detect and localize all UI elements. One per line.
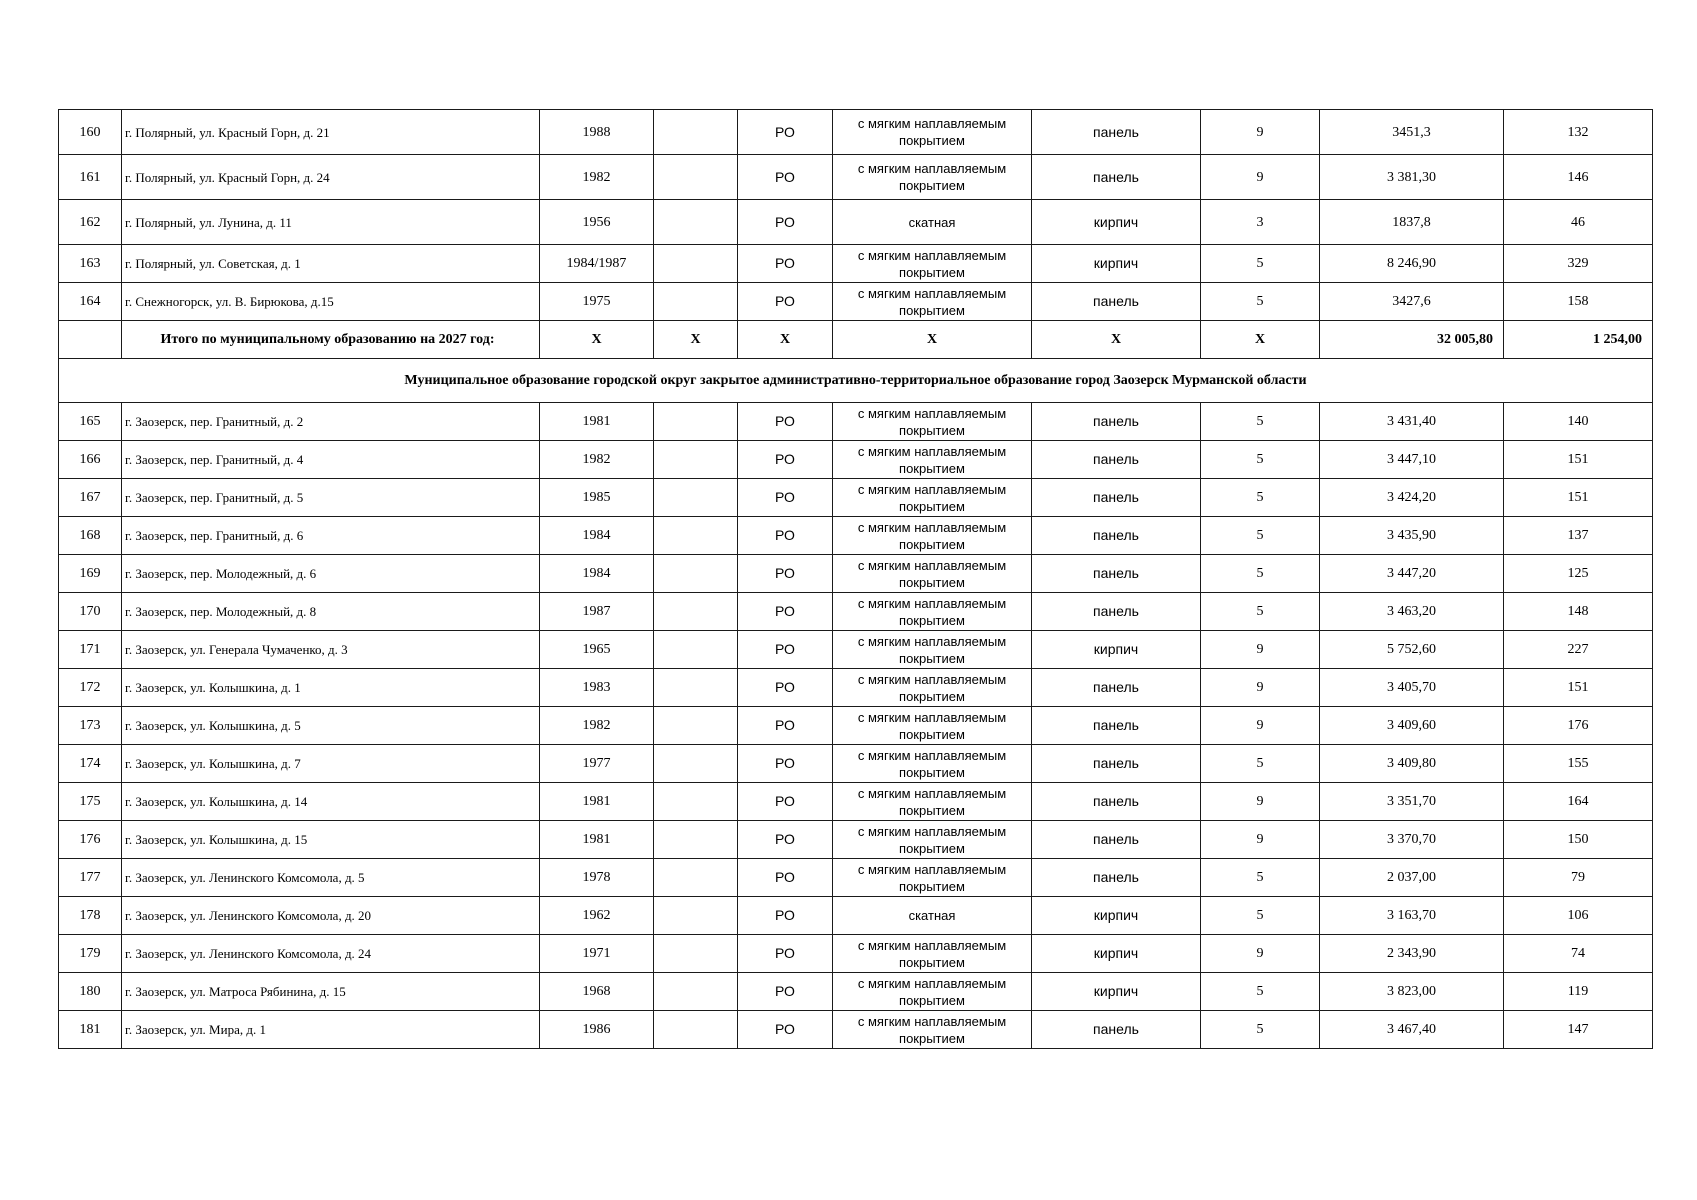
- table-row: [59, 110, 1653, 155]
- residents-cell: 132: [1504, 110, 1653, 155]
- table-row: [59, 555, 1653, 593]
- wall-material-cell: панель: [1032, 859, 1201, 897]
- blank-cell: [654, 897, 738, 935]
- total-year: Х: [540, 321, 654, 359]
- wall-material-cell: панель: [1032, 403, 1201, 441]
- residents-cell: 46: [1504, 200, 1653, 245]
- residents-cell: 125: [1504, 555, 1653, 593]
- wall-material-cell: панель: [1032, 479, 1201, 517]
- table-row: [59, 1011, 1653, 1049]
- address-cell: г. Заозерск, ул. Колышкина, д. 7: [122, 745, 540, 783]
- total-method: Х: [738, 321, 833, 359]
- address-cell: г. Заозерск, пер. Гранитный, д. 2: [122, 403, 540, 441]
- year-cell: 1981: [540, 403, 654, 441]
- row-number: 162: [59, 200, 122, 245]
- floors-cell: 5: [1201, 1011, 1320, 1049]
- method-cell: РО: [738, 593, 833, 631]
- wall-material-cell: панель: [1032, 283, 1201, 321]
- row-number: 172: [59, 669, 122, 707]
- total-area: 32 005,80: [1320, 321, 1504, 359]
- floors-cell: 9: [1201, 631, 1320, 669]
- address-cell: г. Заозерск, пер. Гранитный, д. 5: [122, 479, 540, 517]
- address-cell: г. Заозерск, ул. Мира, д. 1: [122, 1011, 540, 1049]
- method-cell: РО: [738, 973, 833, 1011]
- residents-cell: 155: [1504, 745, 1653, 783]
- year-cell: 1988: [540, 110, 654, 155]
- residents-cell: 140: [1504, 403, 1653, 441]
- method-cell: РО: [738, 155, 833, 200]
- floors-cell: 5: [1201, 479, 1320, 517]
- floors-cell: 9: [1201, 821, 1320, 859]
- roof-type-cell: с мягким наплавляемым покрытием: [833, 1011, 1032, 1049]
- roof-type-cell: с мягким наплавляемым покрытием: [833, 821, 1032, 859]
- blank-cell: [654, 745, 738, 783]
- method-cell: РО: [738, 403, 833, 441]
- floors-cell: 5: [1201, 859, 1320, 897]
- row-number: 181: [59, 1011, 122, 1049]
- roof-type-cell: с мягким наплавляемым покрытием: [833, 745, 1032, 783]
- row-number: 175: [59, 783, 122, 821]
- area-cell: 3 435,90: [1320, 517, 1504, 555]
- year-cell: 1983: [540, 669, 654, 707]
- address-cell: г. Полярный, ул. Лунина, д. 11: [122, 200, 540, 245]
- table-body-total: [59, 321, 1653, 403]
- roof-type-cell: с мягким наплавляемым покрытием: [833, 245, 1032, 283]
- area-cell: 1837,8: [1320, 200, 1504, 245]
- blank-cell: [654, 517, 738, 555]
- residents-cell: 106: [1504, 897, 1653, 935]
- method-cell: РО: [738, 631, 833, 669]
- floors-cell: 5: [1201, 245, 1320, 283]
- address-cell: г. Заозерск, пер. Гранитный, д. 4: [122, 441, 540, 479]
- table-row: [59, 479, 1653, 517]
- address-cell: г. Заозерск, ул. Ленинского Комсомола, д. 20: [122, 897, 540, 935]
- section-header-row: [59, 359, 1653, 403]
- table-row: [59, 283, 1653, 321]
- residents-cell: 151: [1504, 479, 1653, 517]
- table-body-lower: [59, 403, 1653, 1049]
- method-cell: РО: [738, 441, 833, 479]
- residents-cell: 227: [1504, 631, 1653, 669]
- row-number: 168: [59, 517, 122, 555]
- area-cell: 3 823,00: [1320, 973, 1504, 1011]
- area-cell: 3 447,10: [1320, 441, 1504, 479]
- year-cell: 1975: [540, 283, 654, 321]
- table-row: [59, 707, 1653, 745]
- row-number: 173: [59, 707, 122, 745]
- row-number: 171: [59, 631, 122, 669]
- year-cell: 1984: [540, 517, 654, 555]
- address-cell: г. Заозерск, ул. Колышкина, д. 14: [122, 783, 540, 821]
- floors-cell: 5: [1201, 593, 1320, 631]
- floors-cell: 5: [1201, 897, 1320, 935]
- method-cell: РО: [738, 897, 833, 935]
- wall-material-cell: панель: [1032, 821, 1201, 859]
- blank-cell: [654, 973, 738, 1011]
- floors-cell: 9: [1201, 155, 1320, 200]
- floors-cell: 3: [1201, 200, 1320, 245]
- table-row: [59, 441, 1653, 479]
- year-cell: 1987: [540, 593, 654, 631]
- table-row: [59, 200, 1653, 245]
- area-cell: 3 381,30: [1320, 155, 1504, 200]
- blank-cell: [654, 283, 738, 321]
- total-row: [59, 321, 1653, 359]
- year-cell: 1981: [540, 821, 654, 859]
- row-number: 169: [59, 555, 122, 593]
- row-number: 177: [59, 859, 122, 897]
- year-cell: 1984/1987: [540, 245, 654, 283]
- wall-material-cell: панель: [1032, 517, 1201, 555]
- row-number: 180: [59, 973, 122, 1011]
- year-cell: 1982: [540, 441, 654, 479]
- year-cell: 1982: [540, 155, 654, 200]
- roof-type-cell: с мягким наплавляемым покрытием: [833, 707, 1032, 745]
- roof-type-cell: с мягким наплавляемым покрытием: [833, 859, 1032, 897]
- year-cell: 1978: [540, 859, 654, 897]
- method-cell: РО: [738, 821, 833, 859]
- table-row: [59, 821, 1653, 859]
- blank-cell: [654, 479, 738, 517]
- roof-type-cell: с мягким наплавляемым покрытием: [833, 517, 1032, 555]
- year-cell: 1982: [540, 707, 654, 745]
- method-cell: РО: [738, 245, 833, 283]
- table-body-upper: [59, 110, 1653, 321]
- year-cell: 1984: [540, 555, 654, 593]
- residents-cell: 147: [1504, 1011, 1653, 1049]
- row-number: 179: [59, 935, 122, 973]
- residents-cell: 137: [1504, 517, 1653, 555]
- address-cell: г. Заозерск, ул. Генерала Чумаченко, д. 3: [122, 631, 540, 669]
- wall-material-cell: кирпич: [1032, 200, 1201, 245]
- year-cell: 1962: [540, 897, 654, 935]
- blank-cell: [654, 669, 738, 707]
- roof-type-cell: скатная: [833, 897, 1032, 935]
- table-row: [59, 973, 1653, 1011]
- row-number: 178: [59, 897, 122, 935]
- wall-material-cell: кирпич: [1032, 935, 1201, 973]
- floors-cell: 5: [1201, 283, 1320, 321]
- residents-cell: 148: [1504, 593, 1653, 631]
- blank-cell: [654, 441, 738, 479]
- wall-material-cell: кирпич: [1032, 245, 1201, 283]
- table-row: [59, 517, 1653, 555]
- floors-cell: 9: [1201, 935, 1320, 973]
- method-cell: РО: [738, 783, 833, 821]
- table-row: [59, 245, 1653, 283]
- blank-cell: [654, 821, 738, 859]
- total-blank: Х: [654, 321, 738, 359]
- address-cell: г. Заозерск, пер. Молодежный, д. 6: [122, 555, 540, 593]
- address-cell: г. Заозерск, ул. Колышкина, д. 5: [122, 707, 540, 745]
- area-cell: 8 246,90: [1320, 245, 1504, 283]
- wall-material-cell: кирпич: [1032, 897, 1201, 935]
- floors-cell: 5: [1201, 555, 1320, 593]
- wall-material-cell: панель: [1032, 1011, 1201, 1049]
- address-cell: г. Полярный, ул. Красный Горн, д. 21: [122, 110, 540, 155]
- blank-cell: [654, 593, 738, 631]
- area-cell: 3 409,80: [1320, 745, 1504, 783]
- wall-material-cell: панель: [1032, 745, 1201, 783]
- year-cell: 1986: [540, 1011, 654, 1049]
- wall-material-cell: панель: [1032, 593, 1201, 631]
- row-number: 165: [59, 403, 122, 441]
- total-floors: Х: [1201, 321, 1320, 359]
- address-cell: г. Заозерск, пер. Молодежный, д. 8: [122, 593, 540, 631]
- method-cell: РО: [738, 1011, 833, 1049]
- method-cell: РО: [738, 110, 833, 155]
- blank-cell: [654, 935, 738, 973]
- area-cell: 3 370,70: [1320, 821, 1504, 859]
- method-cell: РО: [738, 935, 833, 973]
- table-row: [59, 155, 1653, 200]
- wall-material-cell: панель: [1032, 441, 1201, 479]
- row-number: 174: [59, 745, 122, 783]
- roof-type-cell: скатная: [833, 200, 1032, 245]
- address-cell: г. Заозерск, пер. Гранитный, д. 6: [122, 517, 540, 555]
- area-cell: 3 431,40: [1320, 403, 1504, 441]
- blank-cell: [654, 631, 738, 669]
- year-cell: 1956: [540, 200, 654, 245]
- method-cell: РО: [738, 745, 833, 783]
- row-number: 164: [59, 283, 122, 321]
- residents-cell: 176: [1504, 707, 1653, 745]
- area-cell: 3 424,20: [1320, 479, 1504, 517]
- roof-type-cell: с мягким наплавляемым покрытием: [833, 593, 1032, 631]
- wall-material-cell: панель: [1032, 555, 1201, 593]
- residents-cell: 329: [1504, 245, 1653, 283]
- row-number: 167: [59, 479, 122, 517]
- housing-register-table: [58, 109, 1653, 1049]
- residents-cell: 150: [1504, 821, 1653, 859]
- year-cell: 1985: [540, 479, 654, 517]
- roof-type-cell: с мягким наплавляемым покрытием: [833, 110, 1032, 155]
- area-cell: 5 752,60: [1320, 631, 1504, 669]
- address-cell: г. Заозерск, ул. Ленинского Комсомола, д. 24: [122, 935, 540, 973]
- roof-type-cell: с мягким наплавляемым покрытием: [833, 973, 1032, 1011]
- roof-type-cell: с мягким наплавляемым покрытием: [833, 631, 1032, 669]
- residents-cell: 146: [1504, 155, 1653, 200]
- wall-material-cell: панель: [1032, 155, 1201, 200]
- address-cell: г. Полярный, ул. Советская, д. 1: [122, 245, 540, 283]
- year-cell: 1981: [540, 783, 654, 821]
- row-number: 163: [59, 245, 122, 283]
- wall-material-cell: панель: [1032, 669, 1201, 707]
- table-row: [59, 631, 1653, 669]
- address-cell: г. Заозерск, ул. Ленинского Комсомола, д. 5: [122, 859, 540, 897]
- blank-cell: [654, 859, 738, 897]
- floors-cell: 5: [1201, 973, 1320, 1011]
- floors-cell: 9: [1201, 110, 1320, 155]
- area-cell: 3 351,70: [1320, 783, 1504, 821]
- method-cell: РО: [738, 859, 833, 897]
- floors-cell: 9: [1201, 669, 1320, 707]
- area-cell: 3 467,40: [1320, 1011, 1504, 1049]
- table-row: [59, 897, 1653, 935]
- roof-type-cell: с мягким наплавляемым покрытием: [833, 441, 1032, 479]
- residents-cell: 79: [1504, 859, 1653, 897]
- area-cell: 3 463,20: [1320, 593, 1504, 631]
- roof-type-cell: с мягким наплавляемым покрытием: [833, 283, 1032, 321]
- table-row: [59, 593, 1653, 631]
- residents-cell: 158: [1504, 283, 1653, 321]
- residents-cell: 164: [1504, 783, 1653, 821]
- address-cell: г. Полярный, ул. Красный Горн, д. 24: [122, 155, 540, 200]
- floors-cell: 5: [1201, 441, 1320, 479]
- method-cell: РО: [738, 479, 833, 517]
- method-cell: РО: [738, 555, 833, 593]
- total-roof: Х: [833, 321, 1032, 359]
- residents-cell: 119: [1504, 973, 1653, 1011]
- wall-material-cell: кирпич: [1032, 631, 1201, 669]
- row-number: 176: [59, 821, 122, 859]
- floors-cell: 9: [1201, 783, 1320, 821]
- year-cell: 1977: [540, 745, 654, 783]
- year-cell: 1968: [540, 973, 654, 1011]
- residents-cell: 151: [1504, 441, 1653, 479]
- wall-material-cell: кирпич: [1032, 973, 1201, 1011]
- table-row: [59, 403, 1653, 441]
- wall-material-cell: панель: [1032, 110, 1201, 155]
- blank-cell: [654, 403, 738, 441]
- method-cell: РО: [738, 707, 833, 745]
- floors-cell: 5: [1201, 403, 1320, 441]
- wall-material-cell: панель: [1032, 783, 1201, 821]
- table-row: [59, 745, 1653, 783]
- year-cell: 1965: [540, 631, 654, 669]
- table-row: [59, 859, 1653, 897]
- row-number: 160: [59, 110, 122, 155]
- area-cell: 3 163,70: [1320, 897, 1504, 935]
- total-residents: 1 254,00: [1504, 321, 1653, 359]
- area-cell: 3 447,20: [1320, 555, 1504, 593]
- area-cell: 3451,3: [1320, 110, 1504, 155]
- area-cell: 3427,6: [1320, 283, 1504, 321]
- address-cell: г. Заозерск, ул. Матроса Рябинина, д. 15: [122, 973, 540, 1011]
- year-cell: 1971: [540, 935, 654, 973]
- floors-cell: 5: [1201, 517, 1320, 555]
- blank-cell: [654, 555, 738, 593]
- method-cell: РО: [738, 517, 833, 555]
- floors-cell: 9: [1201, 707, 1320, 745]
- roof-type-cell: с мягким наплавляемым покрытием: [833, 555, 1032, 593]
- address-cell: г. Заозерск, ул. Колышкина, д. 15: [122, 821, 540, 859]
- total-label: Итого по муниципальному образованию на 2027 год:: [122, 321, 540, 359]
- blank-cell: [654, 110, 738, 155]
- table-row: [59, 935, 1653, 973]
- roof-type-cell: с мягким наплавляемым покрытием: [833, 479, 1032, 517]
- area-cell: 2 343,90: [1320, 935, 1504, 973]
- table-row: [59, 669, 1653, 707]
- total-walls: Х: [1032, 321, 1201, 359]
- blank-cell: [654, 200, 738, 245]
- blank-cell: [654, 155, 738, 200]
- total-num-cell: [59, 321, 122, 359]
- blank-cell: [654, 783, 738, 821]
- roof-type-cell: с мягким наплавляемым покрытием: [833, 669, 1032, 707]
- residents-cell: 151: [1504, 669, 1653, 707]
- address-cell: г. Снежногорск, ул. В. Бирюкова, д.15: [122, 283, 540, 321]
- blank-cell: [654, 1011, 738, 1049]
- blank-cell: [654, 245, 738, 283]
- roof-type-cell: с мягким наплавляемым покрытием: [833, 155, 1032, 200]
- roof-type-cell: с мягким наплавляемым покрытием: [833, 935, 1032, 973]
- roof-type-cell: с мягким наплавляемым покрытием: [833, 403, 1032, 441]
- row-number: 170: [59, 593, 122, 631]
- table-row: [59, 783, 1653, 821]
- method-cell: РО: [738, 669, 833, 707]
- row-number: 161: [59, 155, 122, 200]
- section-title: Муниципальное образование городской округ закрытое административно-территориальное образование город Заозерск Мурманской области: [59, 359, 1653, 403]
- wall-material-cell: панель: [1032, 707, 1201, 745]
- floors-cell: 5: [1201, 745, 1320, 783]
- method-cell: РО: [738, 200, 833, 245]
- area-cell: 3 409,60: [1320, 707, 1504, 745]
- residents-cell: 74: [1504, 935, 1653, 973]
- row-number: 166: [59, 441, 122, 479]
- roof-type-cell: с мягким наплавляемым покрытием: [833, 783, 1032, 821]
- blank-cell: [654, 707, 738, 745]
- address-cell: г. Заозерск, ул. Колышкина, д. 1: [122, 669, 540, 707]
- area-cell: 2 037,00: [1320, 859, 1504, 897]
- area-cell: 3 405,70: [1320, 669, 1504, 707]
- method-cell: РО: [738, 283, 833, 321]
